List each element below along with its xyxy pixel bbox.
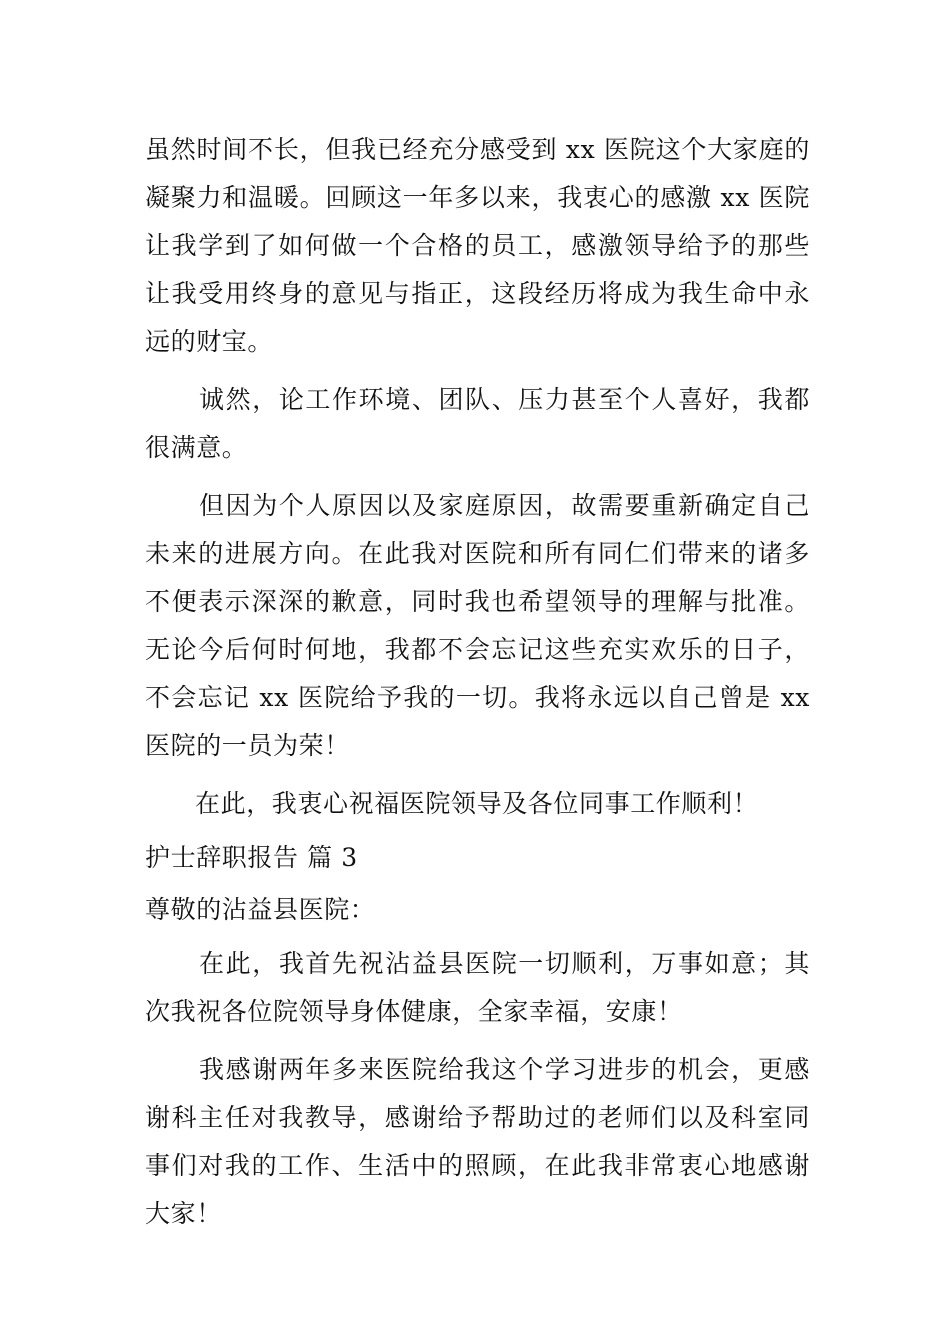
- paragraph-blessing: 在此，我衷心祝福医院领导及各位同事工作顺利！: [195, 789, 759, 818]
- document-body: [145, 126, 810, 1248]
- paragraph-thanks: 我感谢两年多来医院给我这个学习进步的机会，更感谢科主任对我教导，感谢给予帮助过的老师们以及科室同事们对我的工作、生活中的照顾，在此我非常衷心地感谢大家！: [145, 1055, 810, 1228]
- paragraph-wishes: 在此，我首先祝沾益县医院一切顺利，万事如意；其次我祝各位院领导身体健康，全家幸福，安康！: [145, 949, 810, 1026]
- paragraph-satisfaction: 诚然，论工作环境、团队、压力甚至个人喜好，我都很满意。: [145, 385, 810, 462]
- section-title: 护士辞职报告 篇 3: [145, 843, 358, 872]
- paragraph-reason: 但因为个人原因以及家庭原因，故需要重新确定自己未来的进展方向。在此我对医院和所有同仁们带来的诸多不便表示深深的歉意，同时我也希望领导的理解与批准。无论今后何时何地，我都不会忘记这些充实欢乐的日子，不会忘记 xx 医院给予我的一切。我将永远以自己曾是 xx 医院的一员为荣！: [145, 491, 810, 760]
- paragraph-gratitude: 虽然时间不长，但我已经充分感受到 xx 医院这个大家庭的凝聚力和温暖。回顾这一年多以来，我衷心的感激 xx 医院让我学到了如何做一个合格的员工，感激领导给予的那些让我受用终身的意见与指正，这段经历将成为我生命中永远的财宝。: [145, 135, 810, 356]
- salutation: 尊敬的沾益县医院：: [145, 895, 376, 924]
